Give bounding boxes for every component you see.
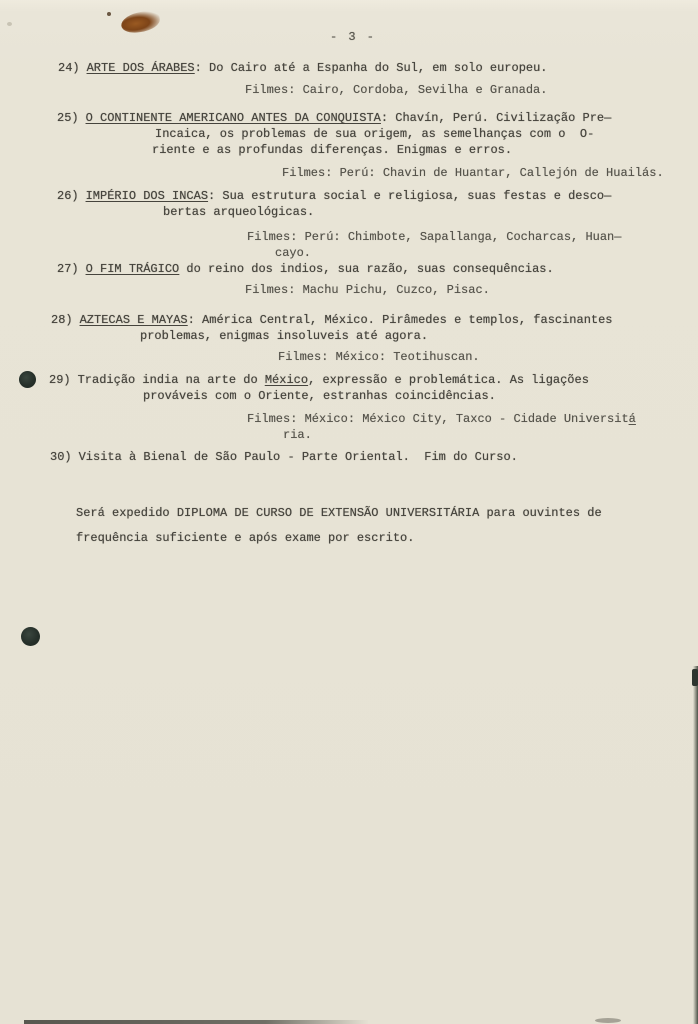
item-29-films-text: Filmes: México: México City, Taxco - Cidade Universit	[247, 412, 629, 426]
item-27-number: 27)	[57, 262, 79, 276]
item-28-heading	[51, 314, 613, 327]
item-28-number: 28)	[51, 313, 73, 327]
page-number: - 3 -	[330, 30, 377, 44]
item-25-continuation-2: riente e as profundas diferenças. Enigmas e erros.	[152, 143, 513, 157]
hole-punch-dot-top	[19, 371, 36, 388]
item-29-number: 29)	[49, 373, 71, 387]
item-26-title: IMPÉRIO DOS INCAS	[85, 189, 209, 203]
hole-punch-dot-bottom	[21, 627, 40, 646]
scan-edge-right-mark	[692, 669, 698, 686]
item-24-films: Filmes: Cairo, Cordoba, Sevilha e Granada.	[245, 83, 548, 97]
item-29-films-1	[247, 413, 636, 426]
item-28-films: Filmes: México: Teotihuscan.	[278, 350, 480, 364]
item-27-text: do reino dos indios, sua razão, suas consequências.	[179, 262, 554, 276]
item-30-text: Visita à Bienal de São Paulo - Parte Oriental. Fim do Curso.	[78, 450, 518, 464]
item-24-text: : Do Cairo até a Espanha do Sul, em solo europeu.	[194, 61, 548, 75]
item-25-heading	[57, 112, 611, 125]
item-29-underlined-word: México	[264, 373, 309, 387]
item-30-number: 30)	[50, 450, 72, 464]
item-26-continuation-1: bertas arqueológicas.	[163, 205, 315, 219]
item-27-title: O FIM TRÁGICO	[85, 262, 180, 276]
item-30-heading	[50, 451, 518, 464]
item-26-films-2: cayo.	[275, 246, 312, 260]
item-25-films: Filmes: Perú: Chavin de Huantar, Callejón de Huailás.	[282, 166, 664, 180]
item-29-text: , expressão e problemática. As ligações	[308, 373, 589, 387]
closing-paragraph-line-2: frequência suficiente e após exame por escrito.	[76, 531, 415, 545]
item-29-films-underlined: á	[628, 412, 636, 426]
item-28-title: AZTECAS E MAYAS	[79, 313, 188, 327]
item-24-title: ARTE DOS ÁRABES	[86, 61, 195, 75]
item-29-continuation-1: prováveis com o Oriente, estranhas coincidências.	[143, 389, 496, 403]
item-26-films-1: Filmes: Perú: Chimbote, Sapallanga, Cocharcas, Huan—	[247, 230, 622, 244]
item-24-number: 24)	[58, 61, 80, 75]
item-26-text: : Sua estrutura social e religiosa, suas festas e desco—	[208, 189, 612, 203]
scan-edge-bottom	[24, 1020, 369, 1024]
item-29-heading	[49, 374, 589, 387]
item-25-continuation-1: Incaica, os problemas de sua origem, as semelhanças com o O-	[155, 127, 595, 141]
item-27-heading	[57, 263, 554, 276]
scan-edge-right	[693, 666, 698, 1024]
item-24-heading	[58, 62, 548, 75]
ink-speck	[107, 12, 111, 16]
item-25-title: O CONTINENTE AMERICANO ANTES DA CONQUISTA	[85, 111, 381, 125]
item-26-heading	[57, 190, 611, 203]
item-29-films-2: ria.	[283, 428, 312, 442]
item-28-continuation-1: problemas, enigmas insoluveis até agora.	[140, 329, 429, 343]
item-28-text: : América Central, México. Pirâmedes e templos, fascinantes	[187, 313, 613, 327]
scan-edge-smudge	[595, 1018, 621, 1023]
paper-speck	[7, 22, 12, 26]
item-25-text: : Chavín, Perú. Civilização Pre—	[380, 111, 612, 125]
closing-paragraph-line-1: Será expedido DIPLOMA DE CURSO DE EXTENSÃO UNIVERSITÁRIA para ouvintes de	[76, 506, 602, 520]
item-25-number: 25)	[57, 111, 79, 125]
item-26-number: 26)	[57, 189, 79, 203]
rust-stain	[120, 9, 161, 34]
item-27-films: Filmes: Machu Pichu, Cuzco, Pisac.	[245, 283, 490, 297]
item-29-text-pre: Tradição india na arte do	[77, 373, 265, 387]
